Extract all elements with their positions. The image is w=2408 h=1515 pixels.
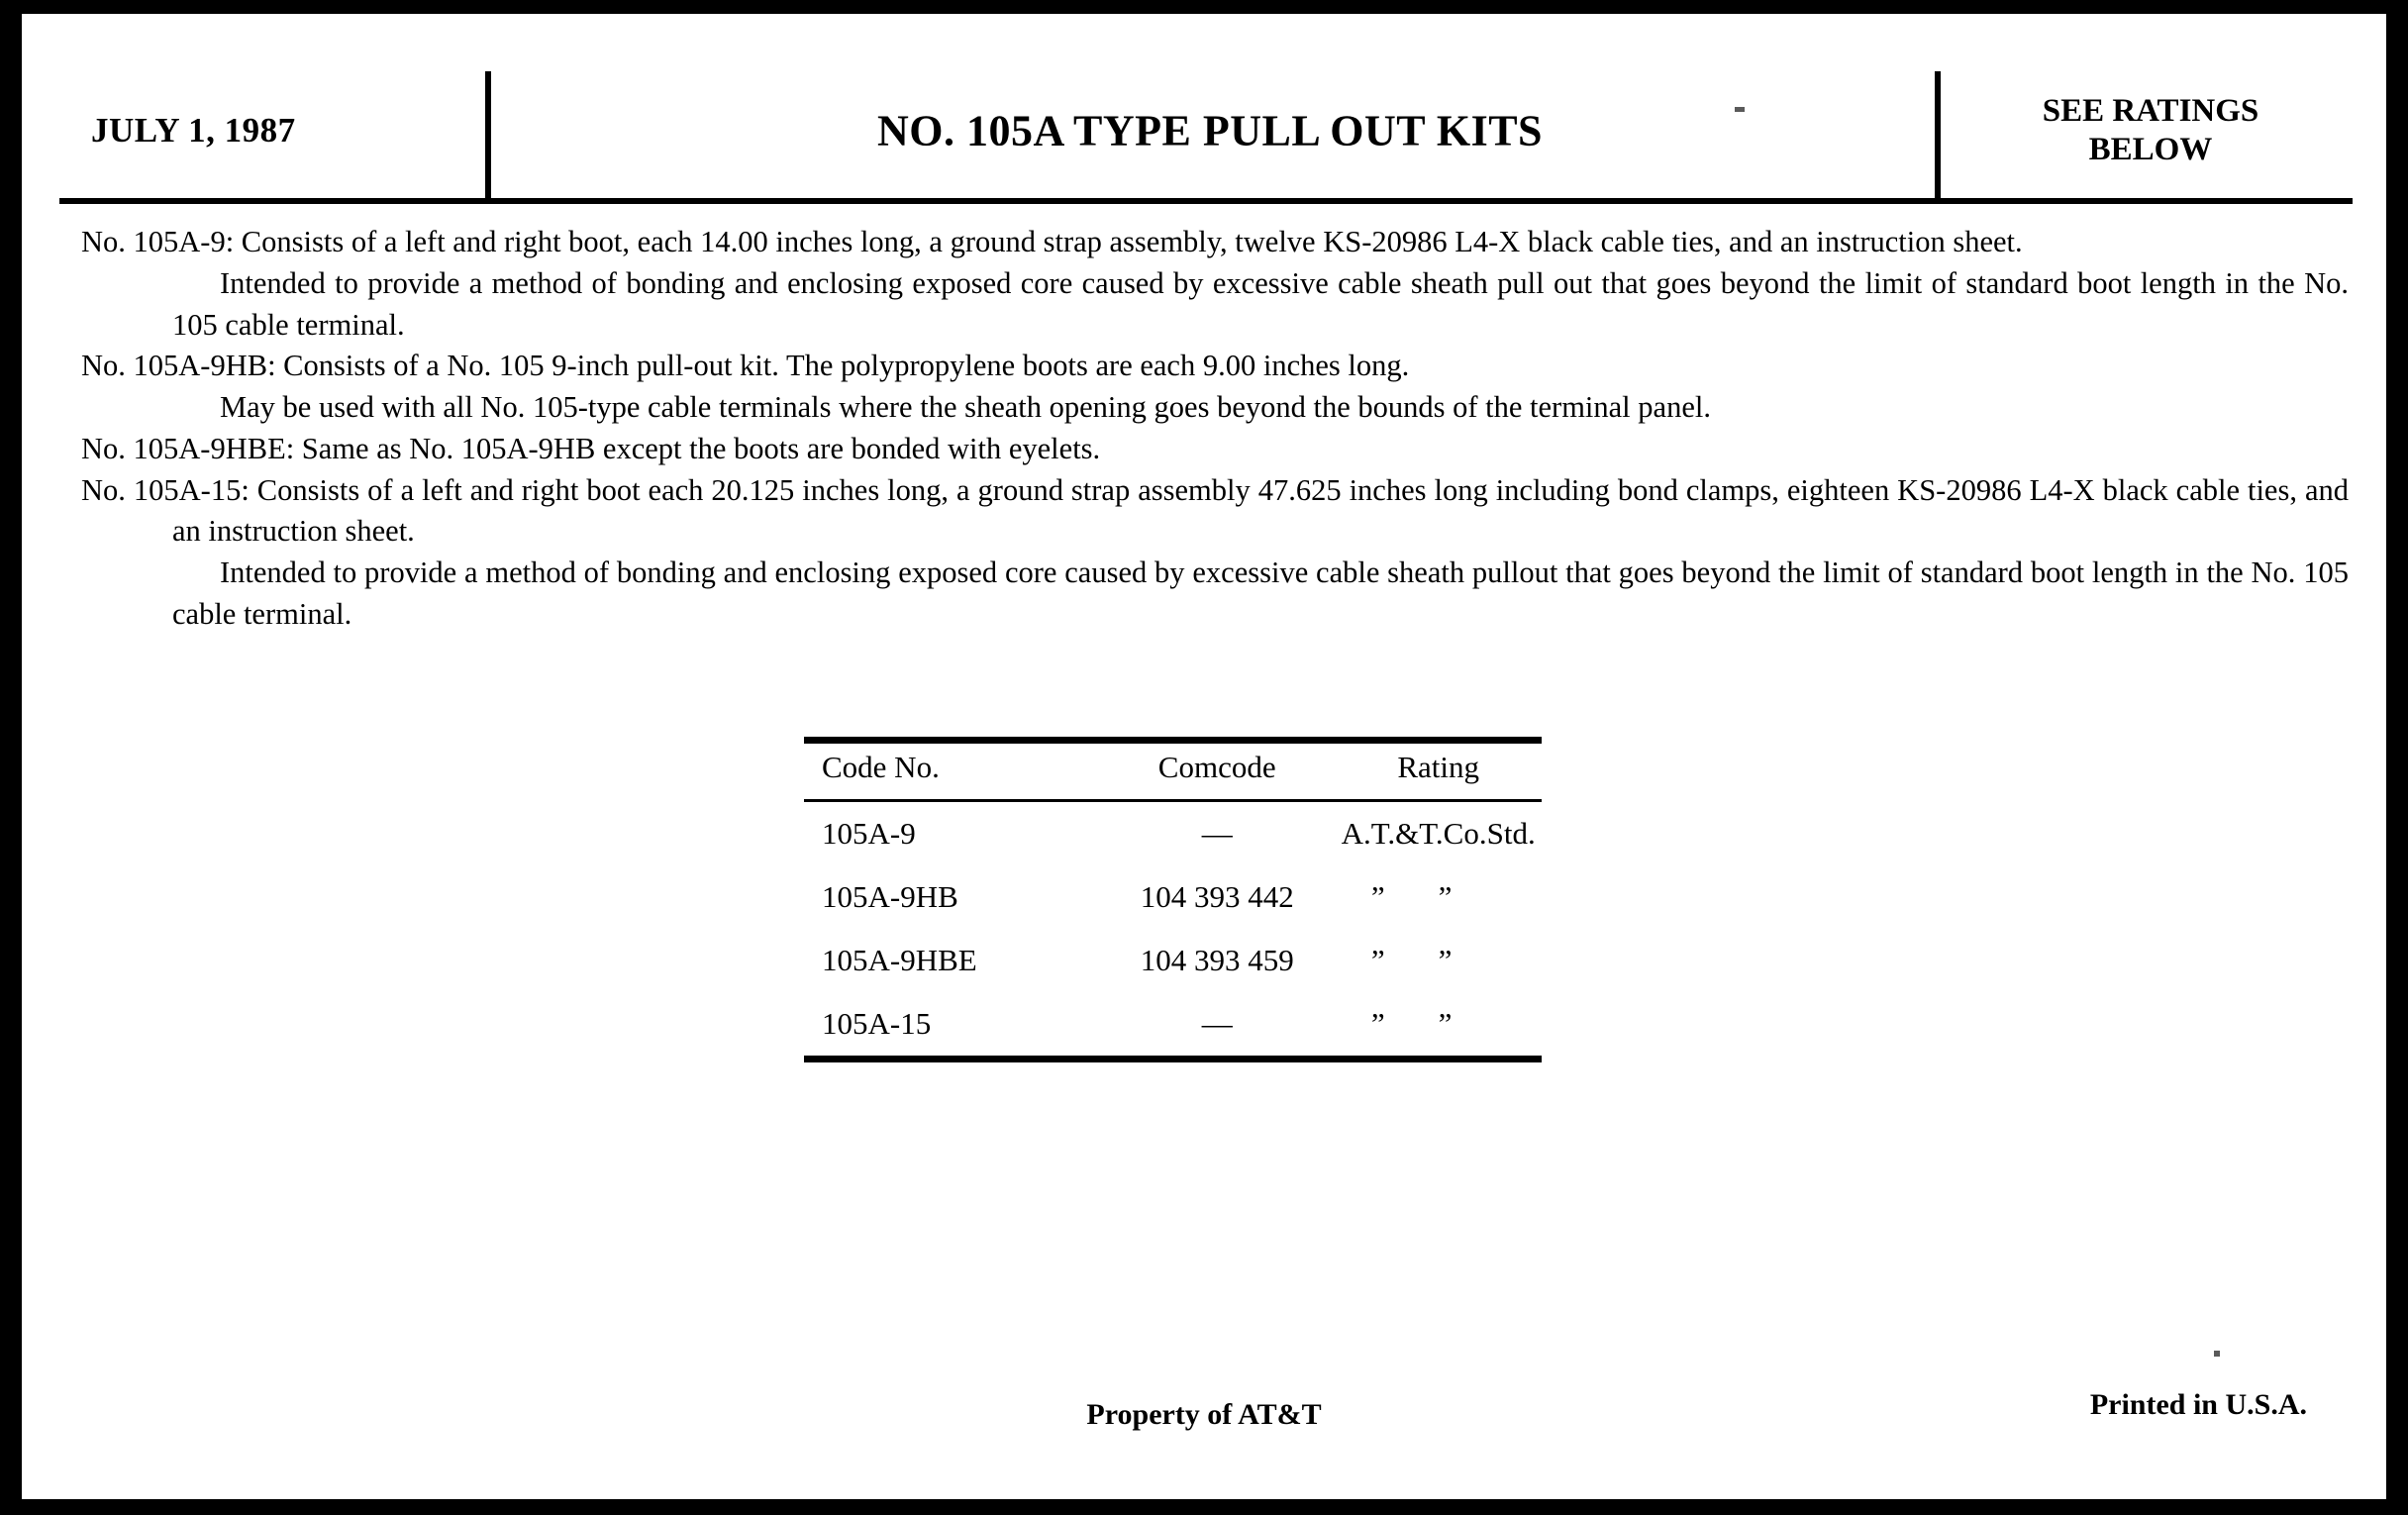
table-row [804, 801, 1542, 866]
table-row [804, 929, 1542, 992]
document-page [22, 14, 2386, 1499]
footer-property: Property of AT&T [1086, 1398, 1322, 1431]
table-bottom-rule [804, 1056, 1542, 1062]
page-header [22, 14, 2386, 167]
cell-code: 105A-9HB [822, 879, 958, 914]
ratings-table [804, 744, 1542, 1056]
paragraph-105a-9hb-use: May be used with all No. 105-type cable terminals where the sheath opening goes beyond the bounds of the terminal panel. [220, 390, 1711, 425]
header-note-line2: BELOW [2088, 132, 2213, 167]
cell-code: 105A-9HBE [822, 943, 977, 977]
scan-speck [2214, 1351, 2220, 1357]
column-header-comcode: Comcode [1157, 750, 1276, 784]
table-body [804, 801, 1542, 1057]
ratings-table-wrapper [804, 737, 1542, 1062]
document-body [81, 222, 2349, 636]
column-header-code: Code No. [822, 750, 940, 784]
header-date: JULY 1, 1987 [91, 111, 296, 150]
cell-rating: ”” [1370, 943, 1506, 977]
paragraph-105a-9hb: No. 105A-9HB: Consists of a No. 105 9-inch pull-out kit. The polypropylene boots are each 9.00 inches long. [81, 349, 1410, 383]
cell-code: 105A-9 [822, 816, 916, 851]
column-header-rating: Rating [1397, 750, 1480, 784]
cell-rating: ”” [1370, 1006, 1506, 1041]
table-top-rule [804, 737, 1542, 744]
header-note [1943, 92, 2358, 169]
paragraph-105a-15-intent: Intended to provide a method of bonding and enclosing exposed core caused by excessive cable sheath pullout that goes beyond the limit of standard boot length in the No. 105 cable terminal. [172, 556, 2349, 632]
header-note-line1: SEE RATINGS [2042, 93, 2259, 130]
cell-rating: ”” [1370, 879, 1506, 914]
paragraph-105a-9-intent: Intended to provide a method of bonding and enclosing exposed core caused by excessive cable sheath pull out that goes beyond the limit of standard boot length in the No. 105 cable terminal. [172, 265, 2349, 342]
scan-speck [1735, 107, 1745, 112]
header-divider-right [1935, 71, 1941, 200]
cell-comcode: 104 393 442 [1140, 879, 1294, 914]
cell-comcode: 104 393 459 [1140, 943, 1294, 977]
header-rule [59, 198, 2353, 204]
table-row [804, 992, 1542, 1056]
cell-comcode: — [1201, 1006, 1233, 1041]
paragraph-105a-15: No. 105A-15: Consists of a left and right boot each 20.125 inches long, a ground strap assembly 47.625 inches long including bond clamps, eighteen KS-20986 L4-X black cable ties, and an instruction sheet. [81, 472, 2349, 549]
table-header-row [804, 744, 1542, 801]
table-row [804, 865, 1542, 929]
page-title: NO. 105A TYPE PULL OUT KITS [876, 106, 1544, 155]
cell-code: 105A-15 [822, 1006, 932, 1041]
cell-rating: A.T.&T.Co.Std. [1341, 816, 1536, 851]
cell-comcode: — [1201, 816, 1233, 851]
paragraph-105a-9hbe: No. 105A-9HBE: Same as No. 105A-9HB except the boots are bonded with eyelets. [81, 431, 1101, 465]
footer-printed: Printed in U.S.A. [2089, 1388, 2307, 1421]
paragraph-105a-9: No. 105A-9: Consists of a left and right boot, each 14.00 inches long, a ground strap assembly, twelve KS-20986 L4-X black cable ties, and an instruction sheet. [81, 225, 2023, 258]
header-divider-left [485, 71, 491, 200]
table-header [804, 744, 1542, 801]
